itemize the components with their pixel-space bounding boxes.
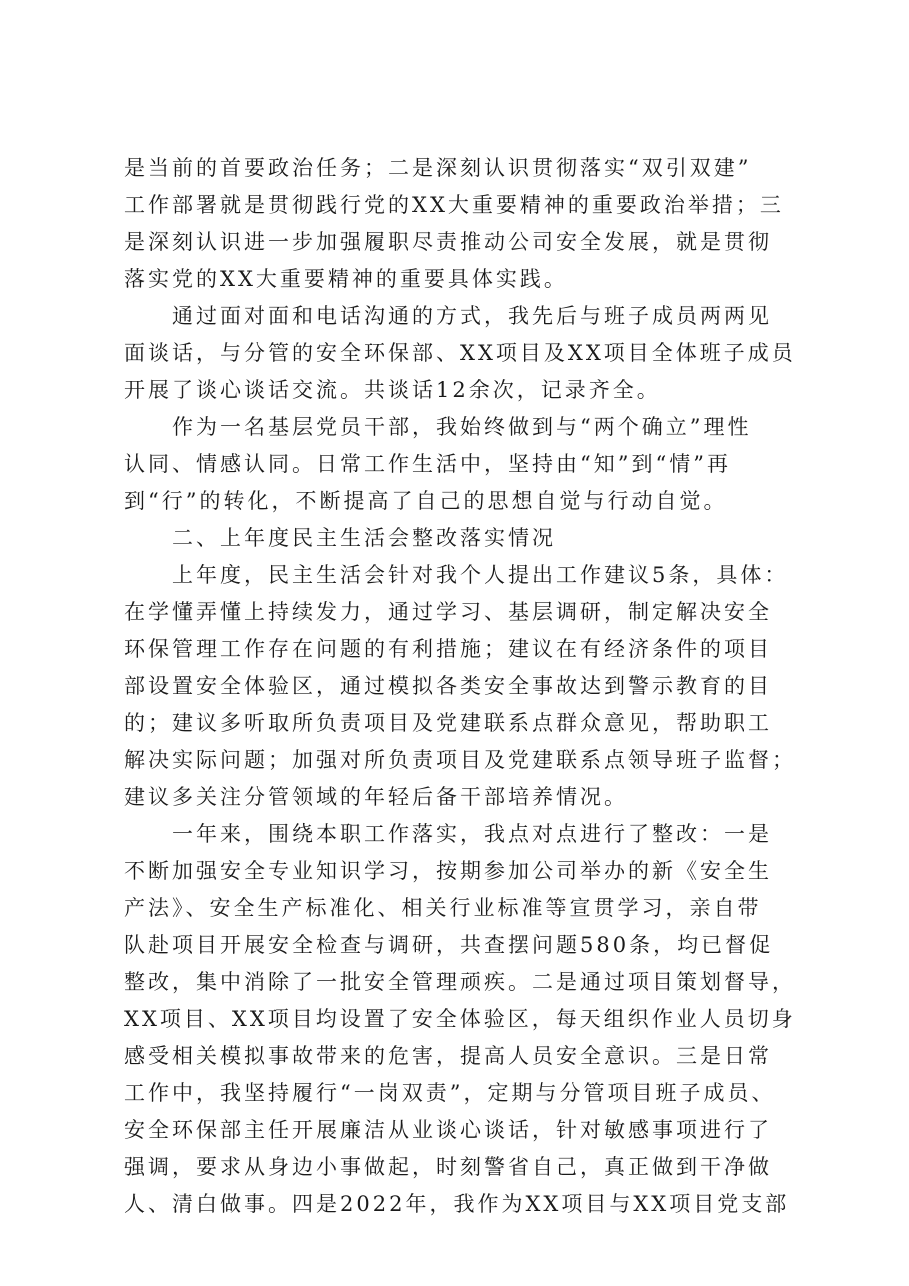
paragraph-first-line: 一年来，围绕本职工作落实，我点对点进行了整改：一是 <box>172 822 772 846</box>
text-line: 面谈话，与分管的安全环保部、XX项目及XX项目全体班子成员 <box>124 341 796 365</box>
text-line: 部设置安全体验区，通过模拟各类安全事故达到警示教育的目 <box>124 674 772 698</box>
text-line: 是深刻认识进一步加强履职尽责推动公司安全发展，就是贯彻 <box>124 230 772 254</box>
text-line: 整改，集中消除了一批安全管理顽疾。二是通过项目策划督导， <box>124 970 796 994</box>
paragraph-first-line: 作为一名基层党员干部，我始终做到与“两个确立”理性 <box>172 415 752 439</box>
document-body <box>124 150 800 1223</box>
paragraph-first-line: 通过面对面和电话沟通的方式，我先后与班子成员两两见 <box>172 304 772 328</box>
text-line: 解决实际问题；加强对所负责项目及党建联系点领导班子监督； <box>124 748 796 772</box>
text-line: 在学懂弄懂上持续发力，通过学习、基层调研，制定解决安全 <box>124 600 772 624</box>
text-line: 工作部署就是贯彻践行党的XX大重要精神的重要政治举措；三 <box>124 193 784 217</box>
text-line: 的；建议多听取所负责项目及党建联系点群众意见，帮助职工 <box>124 711 772 735</box>
text-line: 到“行”的转化，不断提高了自己的思想自觉与行动自觉。 <box>124 489 728 513</box>
text-line: 落实党的XX大重要精神的重要具体实践。 <box>124 267 568 291</box>
text-line: XX项目、XX项目均设置了安全体验区，每天组织作业人员切身 <box>124 1007 796 1031</box>
text-line: 工作中，我坚持履行“一岗双责”，定期与分管项目班子成员、 <box>124 1081 776 1105</box>
text-line: 安全环保部主任开展廉洁从业谈心谈话，针对敏感事项进行了 <box>124 1118 772 1142</box>
text-line: 不断加强安全专业知识学习，按期参加公司举办的新《安全生 <box>124 859 772 883</box>
text-line: 开展了谈心谈话交流。共谈话12余次，记录齐全。 <box>124 378 661 402</box>
text-line: 人、清白做事。四是2022年，我作为XX项目与XX项目党支部 <box>124 1192 790 1216</box>
text-line: 队赴项目开展安全检查与调研，共查摆问题580条，均已督促 <box>124 933 774 957</box>
paragraph-first-line: 二、上年度民主生活会整改落实情况 <box>172 526 556 550</box>
paragraph-first-line: 上年度，民主生活会针对我个人提出工作建议5条，具体： <box>172 563 789 587</box>
text-line: 建议多关注分管领域的年轻后备干部培养情况。 <box>124 785 628 809</box>
text-line: 感受相关模拟事故带来的危害，提高人员安全意识。三是日常 <box>124 1044 772 1068</box>
text-line: 产法》、安全生产标准化、相关行业标准等宣贯学习，亲自带 <box>124 896 762 920</box>
text-line: 认同、情感认同。日常工作生活中，坚持由“知”到“情”再 <box>124 452 731 476</box>
text-line: 强调，要求从身边小事做起，时刻警省自己，真正做到干净做 <box>124 1155 772 1179</box>
text-line: 是当前的首要政治任务；二是深刻认识贯彻落实“双引双建” <box>124 156 752 180</box>
text-line: 环保管理工作存在问题的有利措施；建议在有经济条件的项目 <box>124 637 772 661</box>
